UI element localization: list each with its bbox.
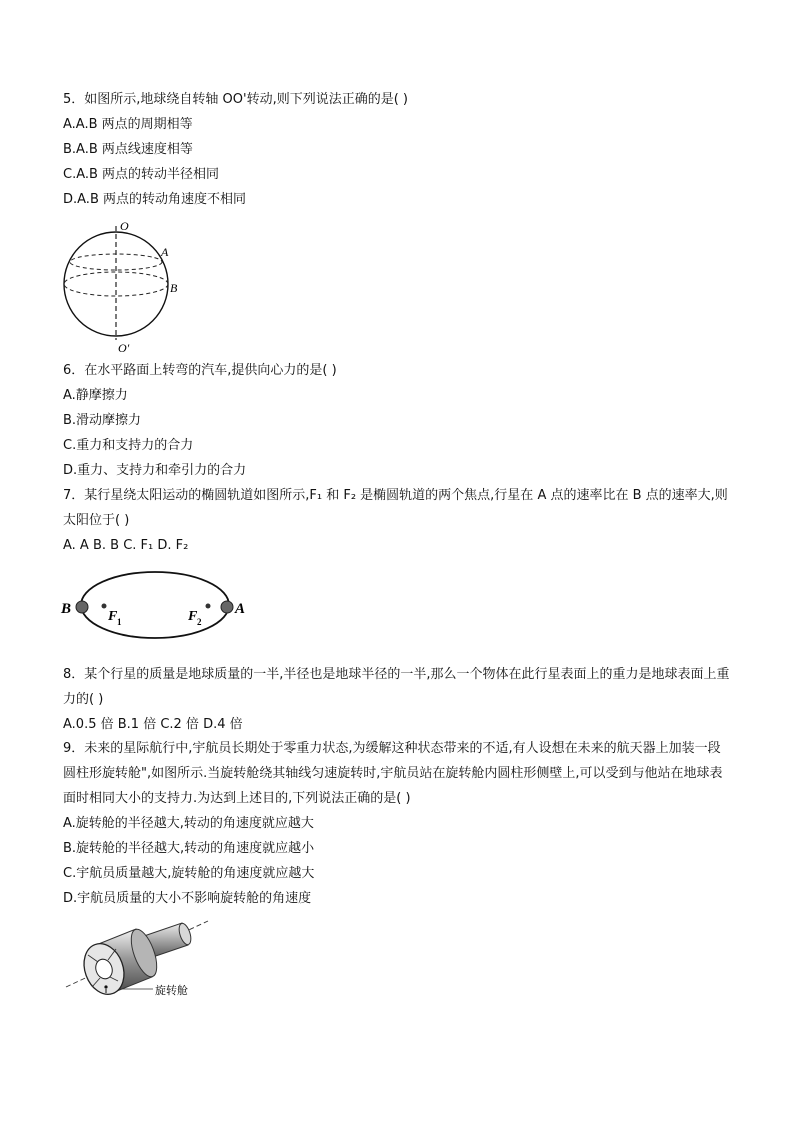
point-b-dot	[76, 601, 88, 613]
q5-option-c: C.A.B 两点的转动半径相同	[63, 167, 220, 182]
q9-option-a: A.旋转舱的半径越大,转动的角速度就应越大	[63, 816, 314, 831]
q9-option-c: C.宇航员质量越大,旋转舱的角速度就应越大	[63, 866, 315, 881]
q7-stem: 7．某行星绕太阳运动的椭圆轨道如图所示,F₁ 和 F₂ 是椭圆轨道的两个焦点,行星在 A 点的速率比在 B 点的速率大,则太阳位于( )	[63, 488, 728, 528]
cabin-label: 旋转舱	[155, 985, 188, 997]
q5-stem: 5．如图所示,地球绕自转轴 OO'转动,则下列说法正确的是( )	[63, 92, 408, 107]
label-o-top: O	[120, 219, 129, 233]
astronaut-icon	[104, 985, 107, 988]
elliptical-orbit-figure	[58, 563, 258, 643]
focus-f1-dot	[102, 604, 107, 609]
q9-option-d: D.宇航员质量的大小不影响旋转舱的角速度	[63, 891, 312, 906]
orbit-label-a: A	[235, 601, 246, 617]
orbit-label-f1: F	[108, 609, 118, 624]
point-a-dot	[221, 601, 233, 613]
q9-option-b: B.旋转舱的半径越大,转动的角速度就应越小	[63, 841, 315, 856]
q5-option-a: A.A.B 两点的周期相等	[63, 117, 193, 132]
earth-rotation-figure	[58, 218, 188, 358]
orbit-label-b: B	[61, 601, 72, 617]
q8-stem: 8．某个行星的质量是地球质量的一半,半径也是地球半径的一半,那么一个物体在此行星表面上的重力是地球表面上重力的( )	[63, 667, 730, 707]
q5-option-d: D.A.B 两点的转动角速度不相同	[63, 192, 246, 207]
q6-stem: 6．在水平路面上转弯的汽车,提供向心力的是( )	[63, 363, 337, 378]
focus-f2-dot	[206, 604, 211, 609]
label-point-b: B	[170, 281, 178, 295]
q6-option-b: B.滑动摩擦力	[63, 413, 142, 428]
q9-stem: 9．未来的星际航行中,宇航员长期处于零重力状态,为缓解这种状态带来的不适,有人设想在未来的航天器上加装一段圆柱形旋转舱",如图所示.当旋转舱绕其轴线匀速旋转时,宇航员站在旋转舱内圆柱形侧壁上,可以受到与他站在地球表面时相同大小的支持力.为达到上述目的,下列说法正确的是( )	[63, 741, 723, 806]
q5-option-b: B.A.B 两点线速度相等	[63, 142, 193, 157]
q7-options: A. A B. B C. F₁ D. F₂	[63, 538, 189, 553]
orbit-label-f2: F	[188, 609, 198, 624]
q6-option-a: A.静摩擦力	[63, 388, 128, 403]
orbit-label-f2-sub: 2	[197, 617, 202, 627]
q6-option-c: C.重力和支持力的合力	[63, 438, 194, 453]
q6-option-d: D.重力、支持力和牵引力的合力	[63, 463, 247, 478]
orbit-label-f1-sub: 1	[117, 617, 122, 627]
label-o-bottom: O′	[118, 341, 130, 355]
q8-options: A.0.5 倍 B.1 倍 C.2 倍 D.4 倍	[63, 717, 243, 732]
label-point-a: A	[161, 245, 169, 259]
rotating-cabin-figure	[58, 915, 218, 1005]
